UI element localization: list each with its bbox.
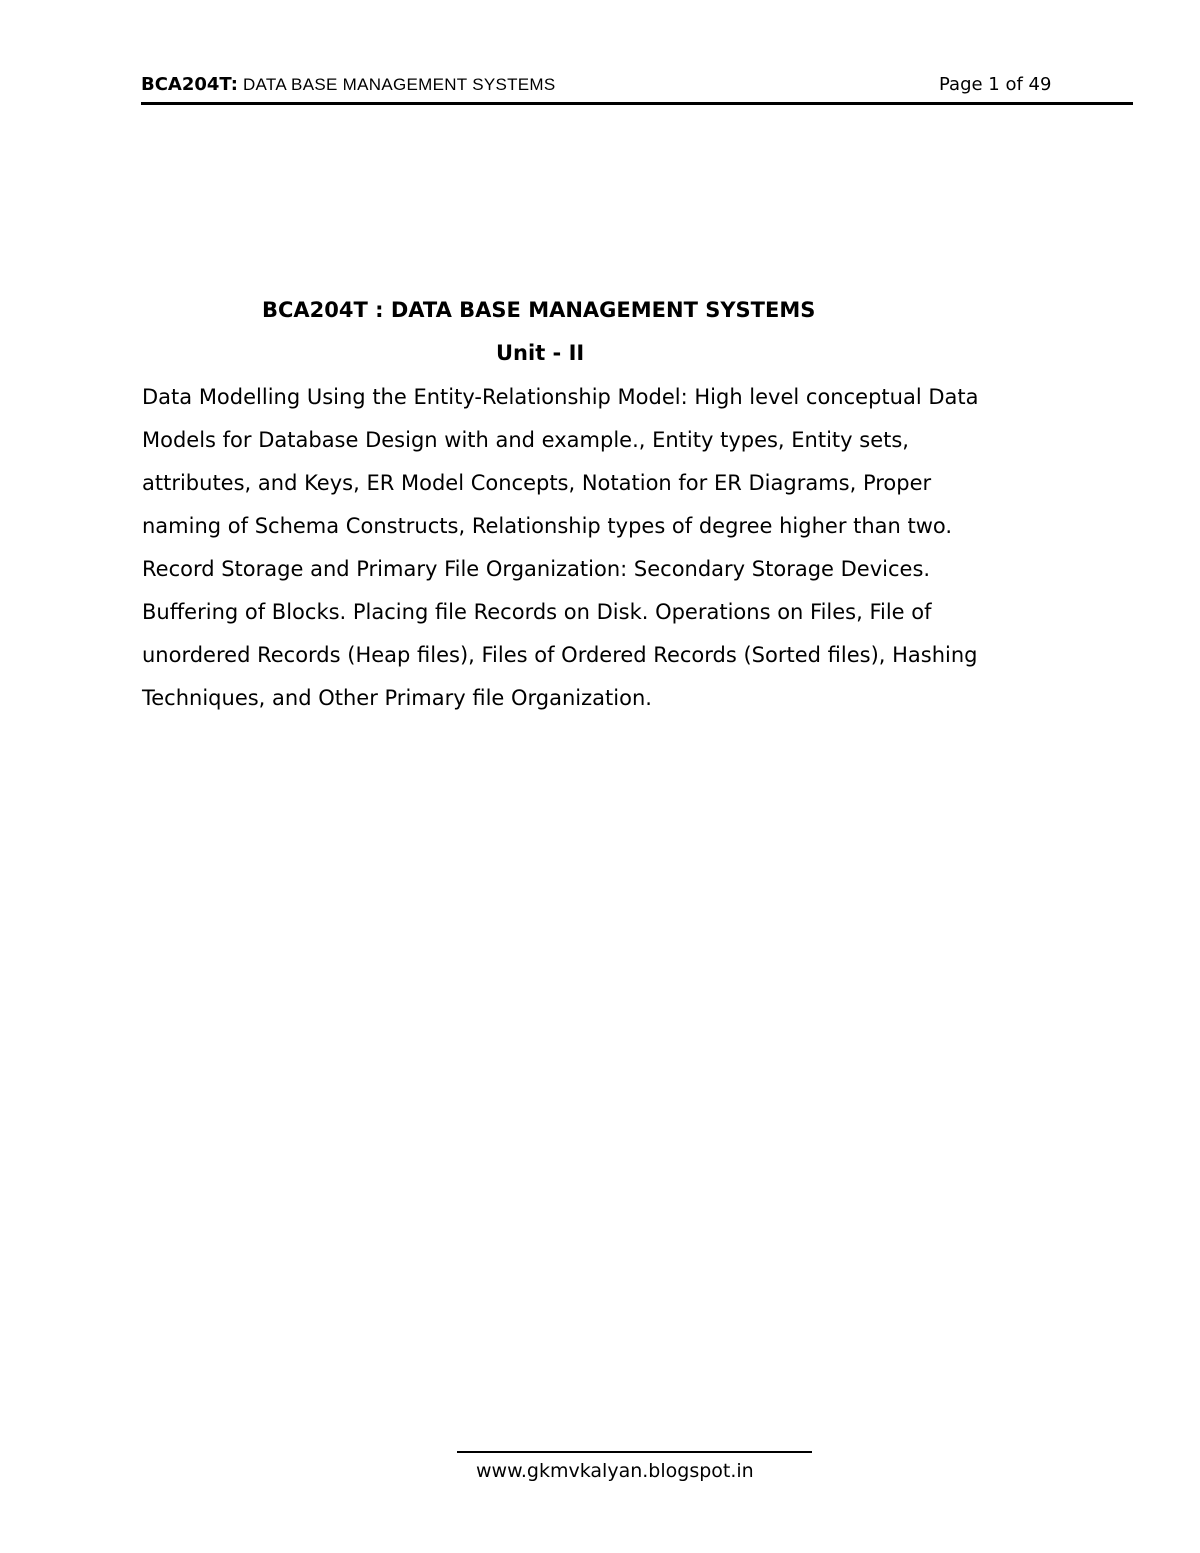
page-header bbox=[141, 72, 1133, 105]
syllabus-line: Techniques, and Other Primary file Organization. bbox=[142, 686, 652, 710]
page-number: Page 1 of 49 bbox=[939, 74, 1052, 95]
header-title bbox=[141, 74, 556, 95]
syllabus-line: attributes, and Keys, ER Model Concepts, Notation for ER Diagrams, Proper bbox=[142, 471, 932, 495]
footer-divider bbox=[457, 1451, 812, 1453]
syllabus-line: Models for Database Design with and example., Entity types, Entity sets, bbox=[142, 428, 909, 452]
syllabus-line: Data Modelling Using the Entity-Relationship Model: High level conceptual Data bbox=[142, 385, 979, 409]
syllabus-line: naming of Schema Constructs, Relationship types of degree higher than two. bbox=[142, 514, 953, 538]
header-course-name: DATA BASE MANAGEMENT SYSTEMS bbox=[237, 75, 556, 94]
syllabus-paragraph bbox=[142, 376, 1112, 720]
syllabus-line: Buffering of Blocks. Placing file Records on Disk. Operations on Files, File of bbox=[142, 600, 932, 624]
footer-url: www.gkmvkalyan.blogspot.in bbox=[476, 1460, 754, 1482]
document-title: BCA204T : DATA BASE MANAGEMENT SYSTEMS bbox=[262, 298, 816, 322]
syllabus-line: Record Storage and Primary File Organization: Secondary Storage Devices. bbox=[142, 557, 931, 581]
unit-title: Unit - II bbox=[496, 341, 585, 365]
syllabus-line: unordered Records (Heap files), Files of Ordered Records (Sorted files), Hashing bbox=[142, 643, 978, 667]
header-course-code: BCA204T: bbox=[141, 74, 238, 95]
